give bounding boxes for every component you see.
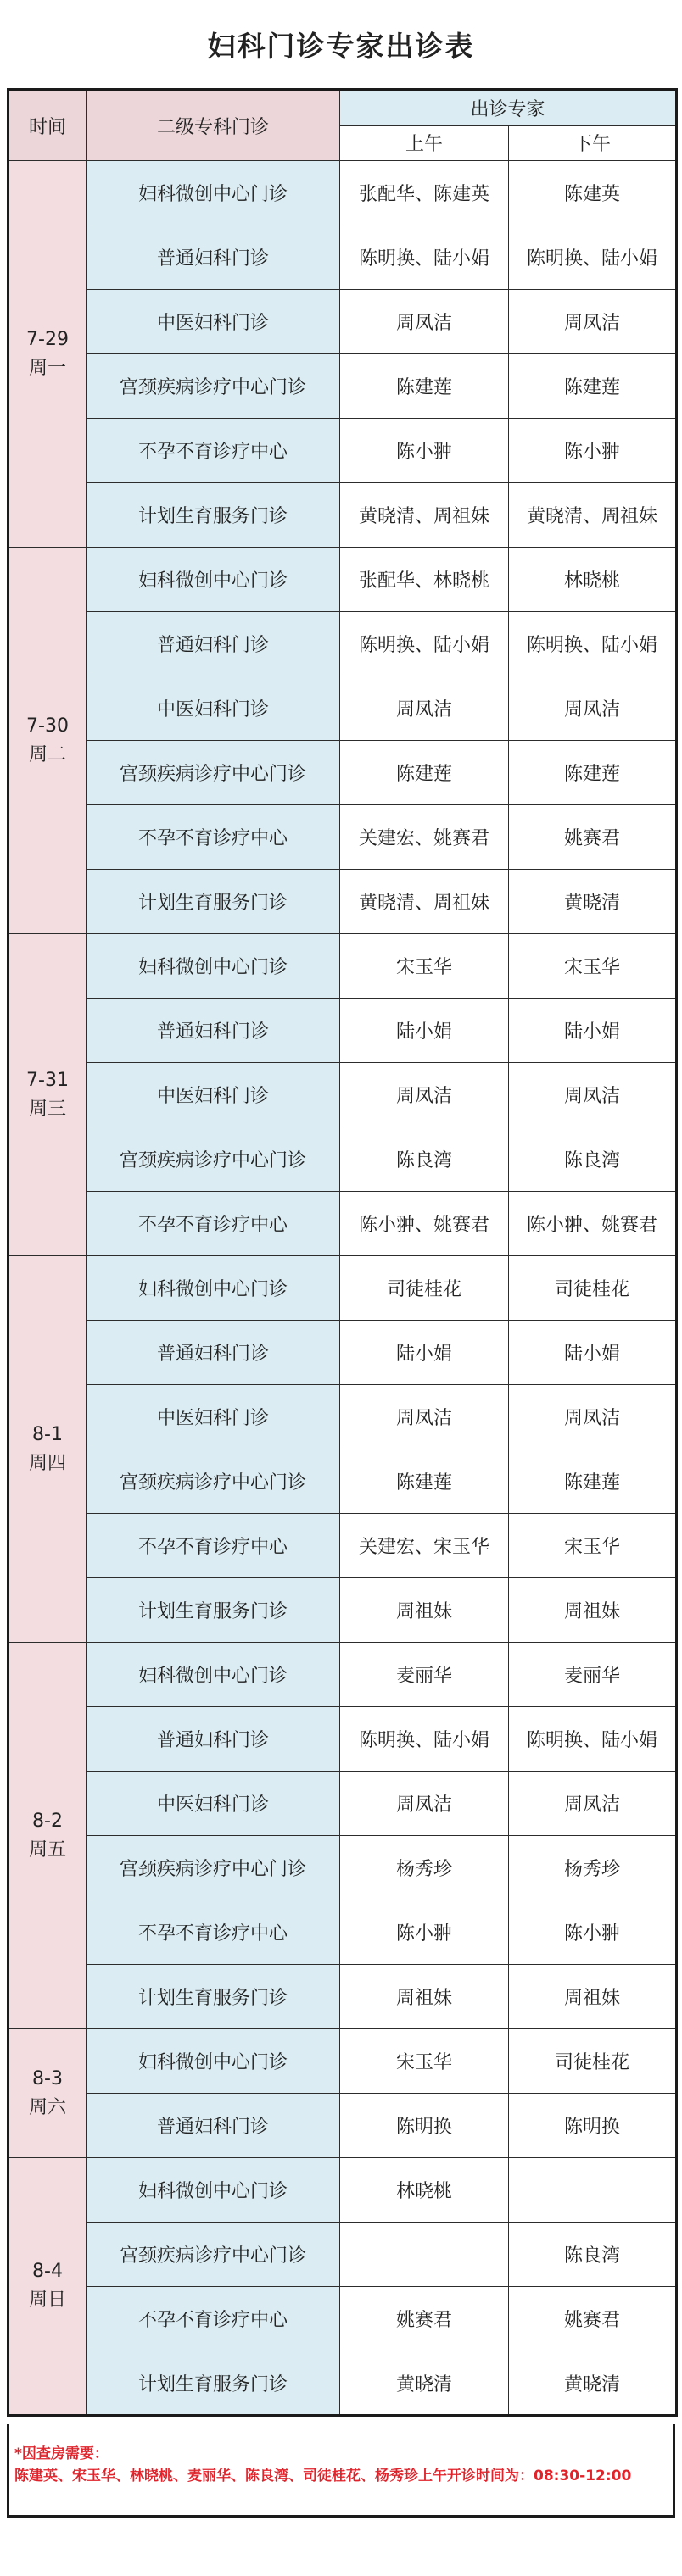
pm-cell: 陆小娟 [509,1321,677,1385]
table-row [8,2223,677,2287]
pm-cell [509,2158,677,2223]
am-cell: 陈小翀 [340,1900,509,1965]
am-cell: 杨秀珍 [340,1836,509,1900]
am-cell: 周凤洁 [340,1063,509,1127]
schedule-table [7,88,678,2417]
dept-cell: 不孕不育诊疗中心 [87,419,340,483]
pm-cell: 宋玉华 [509,1514,677,1578]
pm-cell: 陆小娟 [509,999,677,1063]
dept-cell: 计划生育服务门诊 [87,870,340,934]
day-date: 8-4 [32,2261,63,2282]
dept-cell: 不孕不育诊疗中心 [87,1900,340,1965]
table-row [8,2158,677,2223]
dept-cell: 普通妇科门诊 [87,1707,340,1772]
dept-cell: 宫颈疾病诊疗中心门诊 [87,1127,340,1192]
dept-cell: 宫颈疾病诊疗中心门诊 [87,2223,340,2287]
dept-cell: 不孕不育诊疗中心 [87,1192,340,1256]
dept-cell: 宫颈疾病诊疗中心门诊 [87,741,340,805]
pm-cell: 黄晓清、周祖妹 [509,483,677,548]
dept-cell: 中医妇科门诊 [87,1063,340,1127]
am-cell: 周凤洁 [340,290,509,354]
dept-cell: 计划生育服务门诊 [87,2351,340,2416]
table-row [8,2351,677,2416]
dept-cell: 宫颈疾病诊疗中心门诊 [87,1449,340,1514]
am-cell: 陆小娟 [340,1321,509,1385]
am-cell: 黄晓清、周祖妹 [340,870,509,934]
notice-title: *因查房需要： [14,2445,109,2462]
dept-cell: 妇科微创中心门诊 [87,548,340,612]
am-cell: 陈良湾 [340,1127,509,1192]
table-row [8,676,677,741]
dept-cell: 妇科微创中心门诊 [87,2158,340,2223]
dept-cell: 中医妇科门诊 [87,1385,340,1449]
dept-cell: 不孕不育诊疗中心 [87,805,340,870]
table-row [8,999,677,1063]
header-am: 上午 [340,125,509,160]
pm-cell: 陈明换 [509,2094,677,2158]
am-cell: 陈明换、陆小娟 [340,225,509,290]
pm-cell: 陈小翀 [509,1900,677,1965]
am-cell: 陈明换、陆小娟 [340,612,509,676]
pm-cell: 陈建英 [509,161,677,225]
am-cell: 周祖妹 [340,1578,509,1643]
dept-cell: 计划生育服务门诊 [87,1965,340,2029]
pm-cell: 周凤洁 [509,290,677,354]
pm-cell: 黄晓清 [509,2351,677,2416]
dept-cell: 普通妇科门诊 [87,612,340,676]
am-cell: 姚赛君 [340,2287,509,2351]
table-row [8,354,677,419]
table-row [8,1965,677,2029]
am-cell: 黄晓清 [340,2351,509,2416]
dept-cell: 不孕不育诊疗中心 [87,2287,340,2351]
day-cell [8,548,87,934]
table-row [8,1836,677,1900]
am-cell: 周凤洁 [340,1385,509,1449]
pm-cell: 黄晓清 [509,870,677,934]
am-cell: 周凤洁 [340,676,509,741]
header-experts: 出诊专家 [340,90,677,126]
am-cell: 陈明换、陆小娟 [340,1707,509,1772]
table-row [8,225,677,290]
pm-cell: 陈明换、陆小娟 [509,612,677,676]
day-weekday: 周五 [28,1839,66,1861]
pm-cell: 周凤洁 [509,1772,677,1836]
day-cell [8,161,87,548]
dept-cell: 中医妇科门诊 [87,676,340,741]
am-cell: 宋玉华 [340,934,509,999]
table-row [8,419,677,483]
am-cell: 陈小翀 [340,419,509,483]
pm-cell: 陈明换、陆小娟 [509,1707,677,1772]
dept-cell: 中医妇科门诊 [87,290,340,354]
am-cell: 宋玉华 [340,2029,509,2094]
dept-cell: 普通妇科门诊 [87,1321,340,1385]
pm-cell: 陈建莲 [509,741,677,805]
day-weekday: 周日 [28,2289,66,2311]
table-row [8,805,677,870]
am-cell: 司徒桂花 [340,1256,509,1321]
day-date: 7-31 [26,1069,69,1091]
dept-cell: 妇科微创中心门诊 [87,1643,340,1707]
table-row [8,1643,677,1707]
pm-cell: 陈建莲 [509,1449,677,1514]
pm-cell: 陈小翀 [509,419,677,483]
pm-cell: 姚赛君 [509,805,677,870]
dept-cell: 普通妇科门诊 [87,2094,340,2158]
day-cell [8,2158,87,2416]
am-cell: 陈建莲 [340,1449,509,1514]
header-pm: 下午 [509,125,677,160]
schedule-body [8,161,677,2416]
am-cell: 陈小翀、姚赛君 [340,1192,509,1256]
pm-cell: 陈良湾 [509,1127,677,1192]
day-cell [8,2029,87,2158]
page-title: 妇科门诊专家出诊表 [207,29,475,63]
table-row [8,290,677,354]
dept-cell: 中医妇科门诊 [87,1772,340,1836]
dept-cell: 计划生育服务门诊 [87,483,340,548]
pm-cell: 周凤洁 [509,1385,677,1449]
table-row [8,1449,677,1514]
table-row [8,1256,677,1321]
pm-cell: 姚赛君 [509,2287,677,2351]
table-row [8,1192,677,1256]
table-row [8,612,677,676]
table-row [8,2029,677,2094]
pm-cell: 陈小翀、姚赛君 [509,1192,677,1256]
am-cell: 周凤洁 [340,1772,509,1836]
am-cell: 陈明换 [340,2094,509,2158]
notice-text: 陈建英、宋玉华、林晓桃、麦丽华、陈良湾、司徒桂花、杨秀珍上午开诊时间为：08:30-12:00 [14,2468,632,2484]
am-cell: 周祖妹 [340,1965,509,2029]
pm-cell: 司徒桂花 [509,2029,677,2094]
day-cell [8,934,87,1256]
dept-cell: 妇科微创中心门诊 [87,1256,340,1321]
pm-cell: 周祖妹 [509,1578,677,1643]
table-row [8,1385,677,1449]
table-row [8,1321,677,1385]
dept-cell: 妇科微创中心门诊 [87,934,340,999]
day-date: 8-3 [32,2067,63,2089]
am-cell: 张配华、林晓桃 [340,548,509,612]
am-cell: 黄晓清、周祖妹 [340,483,509,548]
table-row [8,483,677,548]
pm-cell: 麦丽华 [509,1643,677,1707]
am-cell: 陆小娟 [340,999,509,1063]
dept-cell: 计划生育服务门诊 [87,1578,340,1643]
am-cell: 张配华、陈建英 [340,161,509,225]
dept-cell: 妇科微创中心门诊 [87,161,340,225]
table-row [8,1578,677,1643]
day-weekday: 周三 [28,1098,66,1120]
table-row [8,2287,677,2351]
table-row [8,161,677,225]
day-date: 7-30 [26,715,69,737]
pm-cell: 林晓桃 [509,548,677,612]
day-date: 7-29 [26,328,69,350]
pm-cell: 陈明换、陆小娟 [509,225,677,290]
am-cell: 林晓桃 [340,2158,509,2223]
pm-cell: 宋玉华 [509,934,677,999]
day-weekday: 周一 [28,357,66,379]
am-cell: 陈建莲 [340,354,509,419]
table-row [8,741,677,805]
pm-cell: 陈良湾 [509,2223,677,2287]
table-row [8,2094,677,2158]
am-cell [340,2223,509,2287]
header-time: 时间 [8,90,87,161]
table-row [8,1707,677,1772]
table-row [8,548,677,612]
am-cell: 陈建莲 [340,741,509,805]
day-date: 8-1 [32,1423,63,1445]
header-dept: 二级专科门诊 [87,90,340,161]
pm-cell: 周祖妹 [509,1965,677,2029]
day-weekday: 周二 [28,743,66,765]
table-row [8,1772,677,1836]
pm-cell: 陈建莲 [509,354,677,419]
day-date: 8-2 [32,1810,63,1832]
dept-cell: 不孕不育诊疗中心 [87,1514,340,1578]
day-cell [8,1643,87,2029]
pm-cell: 周凤洁 [509,1063,677,1127]
dept-cell: 普通妇科门诊 [87,225,340,290]
table-row [8,1900,677,1965]
day-weekday: 周六 [28,2096,66,2118]
am-cell: 麦丽华 [340,1643,509,1707]
dept-cell: 普通妇科门诊 [87,999,340,1063]
dept-cell: 宫颈疾病诊疗中心门诊 [87,1836,340,1900]
table-row [8,934,677,999]
am-cell: 关建宏、姚赛君 [340,805,509,870]
dept-cell: 宫颈疾病诊疗中心门诊 [87,354,340,419]
day-cell [8,1256,87,1643]
dept-cell: 妇科微创中心门诊 [87,2029,340,2094]
table-row [8,1063,677,1127]
table-row [8,1127,677,1192]
pm-cell: 司徒桂花 [509,1256,677,1321]
day-weekday: 周四 [28,1452,66,1474]
table-row [8,870,677,934]
table-row [8,1514,677,1578]
pm-cell: 周凤洁 [509,676,677,741]
pm-cell: 杨秀珍 [509,1836,677,1900]
am-cell: 关建宏、宋玉华 [340,1514,509,1578]
notice [7,2424,675,2518]
